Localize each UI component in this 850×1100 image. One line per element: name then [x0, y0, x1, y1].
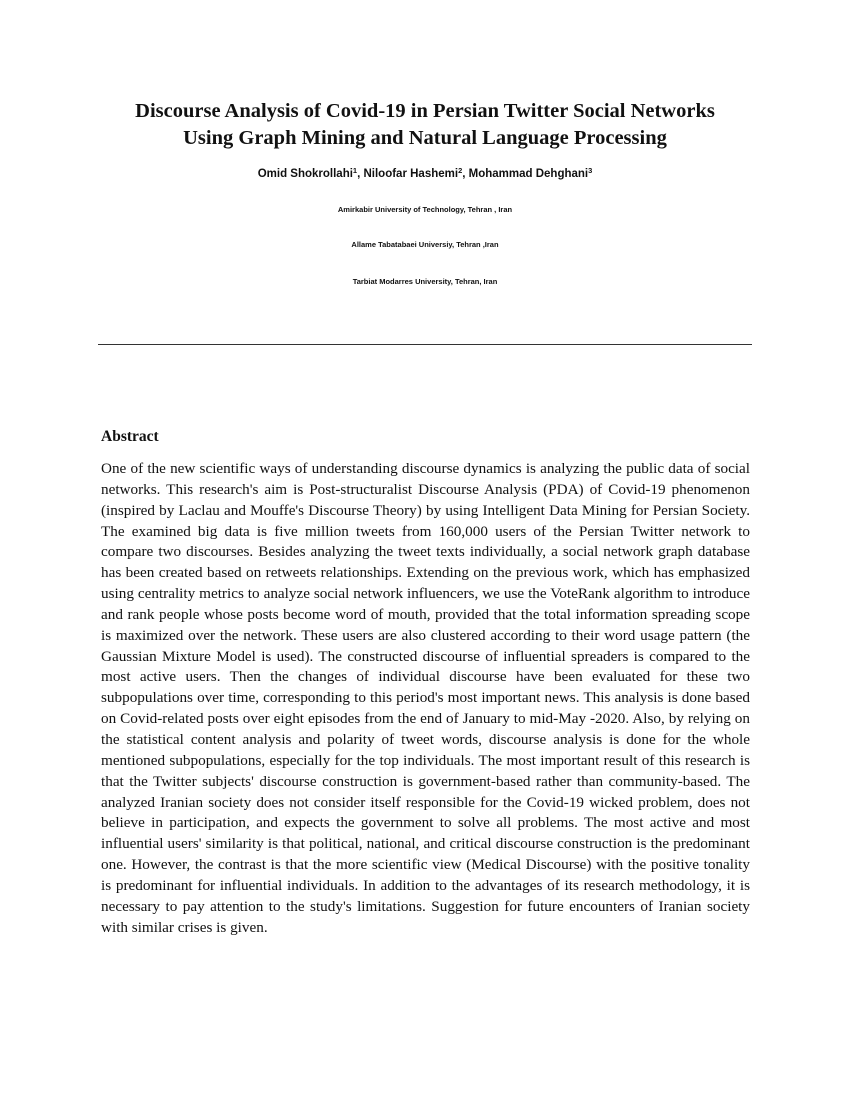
- abstract-text: One of the new scientific ways of understanding discourse dynamics is analyzing the public data of social networks. This research's aim is Post-structuralist Discourse Analysis (PDA) of Covid-19 phenomenon (inspired by Laclau and Mouffe's Discourse Theory) by using Intelligent Data Mining for Persian Society. The examined big data is five million tweets from 160,000 users of the Persian Twitter network to compare two discourses. Besides analyzing the tweet texts individually, a social network graph database has been created based on retweets relationships. Extending on the previous work, which has emphasized using centrality metrics to analyze social network influencers, we use the VoteRank algorithm to introduce and rank people whose posts become word of mouth, provided that the total information spreading scope is maximized over the network. These users are also clustered according to their word usage pattern (the Gaussian Mixture Model is used). The constructed discourse of influential spreaders is compared to the most active users. Then the changes of individual discourse have been evaluated for these two subpopulations over time, corresponding to this period's most important news. This analysis is done based on Covid-related posts over eight episodes from the end of January to mid-May -2020. Also, by relying on the statistical content analysis and polarity of tweet words, discourse analysis is done for the whole mentioned subpopulations, especially for the top individuals. The most important result of this research is that the Twitter subjects' discourse construction is government-based rather than community-based. The analyzed Iranian society does not consider itself responsible for the Covid-19 wicked problem, does not believe in participation, and expects the government to solve all problems. The most active and most influential users' similarity is that political, national, and critical discourse construction is the predominant one. However, the contrast is that the more scientific view (Medical Discourse) with the positive tonality is predominant for influential individuals. In addition to the advantages of its research methodology, it is necessary to pay attention to the study's limitations. Suggestion for future encounters of Iranian society with similar crises is given.: [101, 460, 750, 936]
- author-affiliation-marker: 2: [458, 166, 463, 175]
- author-name: Mohammad Dehghani: [468, 168, 589, 180]
- paper-title-line-2: Using Graph Mining and Natural Language Processing: [183, 127, 667, 149]
- paper-title: [60, 98, 790, 152]
- affiliation-3: Tarbiat Modarres University, Tehran, Iran: [352, 277, 498, 286]
- author-separator: ,: [462, 168, 469, 180]
- author-separator: ,: [357, 168, 364, 180]
- author-name: Omid Shokrollahi: [257, 168, 353, 180]
- paper-title-line-1: Discourse Analysis of Covid-19 in Persian Twitter Social Networks: [135, 100, 715, 122]
- affiliation-1: Amirkabir University of Technology, Tehran , Iran: [337, 205, 513, 214]
- author-affiliation-marker: 1: [352, 166, 358, 175]
- author-name: Niloofar Hashemi: [363, 168, 459, 180]
- author-affiliation-marker: 3: [588, 166, 593, 175]
- affiliation-2: Allame Tabatabaei Universiy, Tehran ,Iran: [351, 240, 499, 249]
- author-list: [60, 166, 790, 182]
- abstract-heading: Abstract: [101, 428, 159, 445]
- header-divider: [98, 344, 752, 345]
